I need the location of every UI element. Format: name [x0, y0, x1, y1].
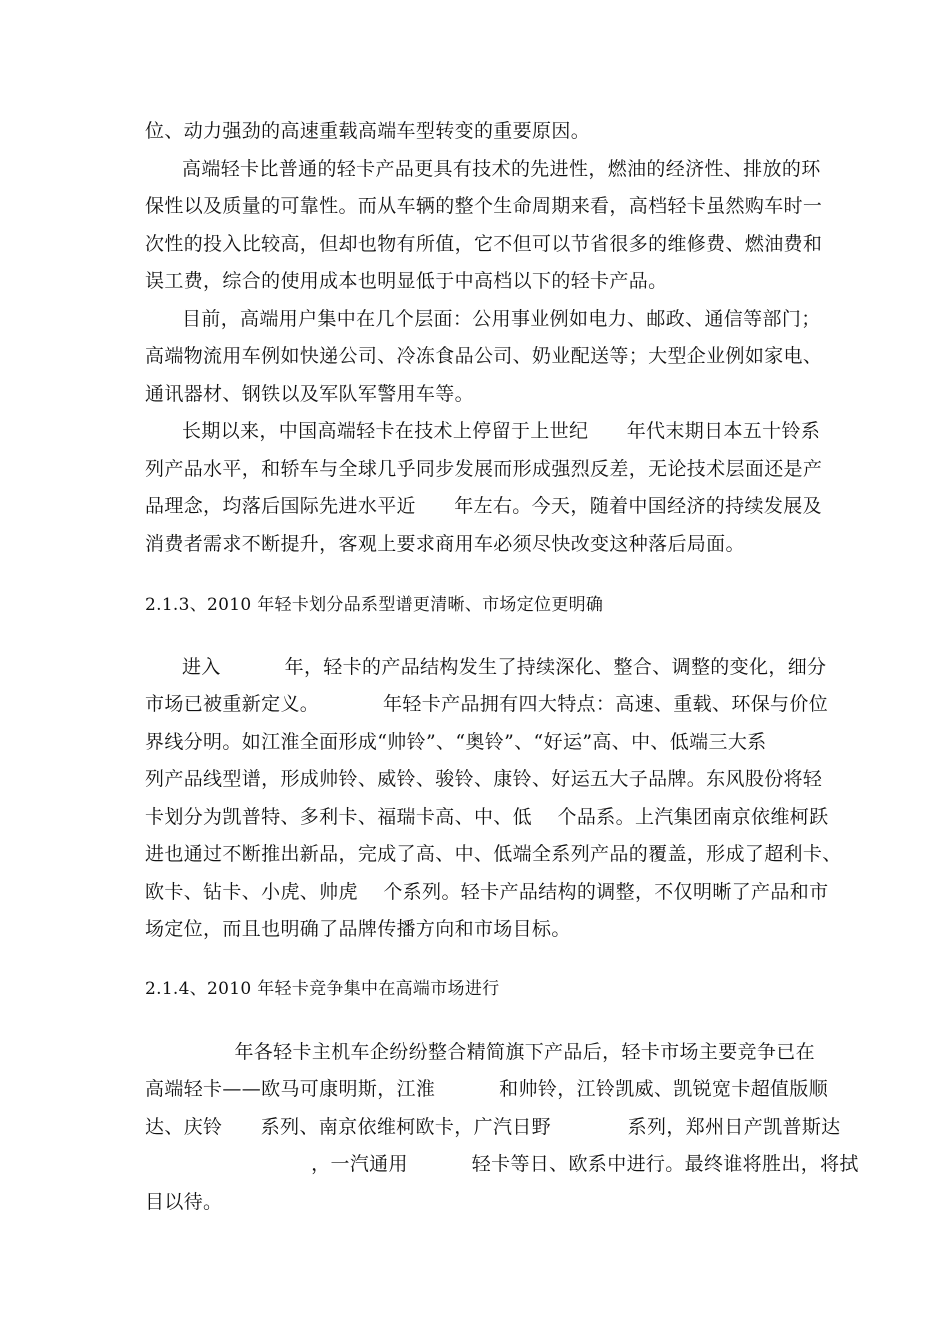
paragraph-line: 位、动力强劲的高速重载高端车型转变的重要原因。 [145, 120, 591, 142]
paragraph-line: 年各轻卡主机车企纷纷整合精简旗下产品后，轻卡市场主要竞争已在 [145, 1041, 815, 1063]
paragraph-line: 长期以来，中国高端轻卡在技术上停留于上世纪 年代末期日本五十铃系 [182, 420, 821, 442]
section-heading: 2.1.3、2010 年轻卡划分品系型谱更清晰、市场定位更明确 [145, 595, 604, 615]
paragraph-line: 高端轻卡比普通的轻卡产品更具有技术的先进性，燃油的经济性、排放的环 [182, 158, 821, 180]
paragraph-line: ，一汽通用 轻卡等日、欧系中进行。最终谁将胜出，将拭 [145, 1153, 859, 1175]
paragraph-line: 列产品线型谱，形成帅铃、威铃、骏铃、康铃、好运五大子品牌。东风股份将轻 [145, 768, 823, 790]
paragraph-line: 市场已被重新定义。 年轻卡产品拥有四大特点：高速、重载、环保与价位 [145, 693, 829, 715]
paragraph-line: 消费者需求不断提升，客观上要求商用车必须尽快改变这种落后局面。 [145, 533, 745, 555]
paragraph-line: 次性的投入比较高，但却也物有所值，它不但可以节省很多的维修费、燃油费和 [145, 233, 823, 255]
paragraph-line: 通讯器材、钢铁以及军队军警用车等。 [145, 383, 474, 405]
paragraph-line: 进入 年，轻卡的产品结构发生了持续深化、整合、调整的变化，细分 [182, 656, 827, 678]
paragraph-line: 卡划分为凯普特、多利卡、福瑞卡高、中、低 个品系。上汽集团南京依维柯跃 [145, 806, 829, 828]
paragraph-line: 品理念，均落后国际先进水平近 年左右。今天，随着中国经济的持续发展及 [145, 495, 822, 517]
section-heading: 2.1.4、2010 年轻卡竞争集中在高端市场进行 [145, 979, 500, 999]
paragraph-line: 列产品水平，和轿车与全球几乎同步发展而形成强烈反差，无论技术层面还是产 [145, 458, 823, 480]
paragraph-line: 欧卡、钻卡、小虎、帅虎 个系列。轻卡产品结构的调整，不仅明晰了产品和市 [145, 881, 829, 903]
paragraph-line: 误工费，综合的使用成本也明显低于中高档以下的轻卡产品。 [145, 270, 668, 292]
paragraph-line: 界线分明。如江淮全面形成“帅铃”、“奥铃”、“好运”高、中、低端三大系 [145, 731, 767, 753]
paragraph-line: 场定位，而且也明确了品牌传播方向和市场目标。 [145, 918, 571, 940]
paragraph-line: 保性以及质量的可靠性。而从车辆的整个生命周期来看，高档轻卡虽然购车时一 [145, 195, 823, 217]
paragraph-line: 高端轻卡——欧马可康明斯，江淮 和帅铃，江铃凯威、凯锐宽卡超值版顺 [145, 1078, 829, 1100]
paragraph-line: 高端物流用车例如快递公司、冷冻食品公司、奶业配送等；大型企业例如家电、 [145, 345, 823, 367]
paragraph-line: 达、庆铃 系列、南京依维柯欧卡，广汽日野 系列，郑州日产凯普斯达 [145, 1116, 841, 1138]
paragraph-line: 进也通过不断推出新品，完成了高、中、低端全系列产品的覆盖，形成了超利卡、 [145, 843, 842, 865]
paragraph-line: 目前，高端用户集中在几个层面：公用事业例如电力、邮政、通信等部门； [182, 308, 821, 330]
paragraph-line: 目以待。 [145, 1191, 223, 1213]
